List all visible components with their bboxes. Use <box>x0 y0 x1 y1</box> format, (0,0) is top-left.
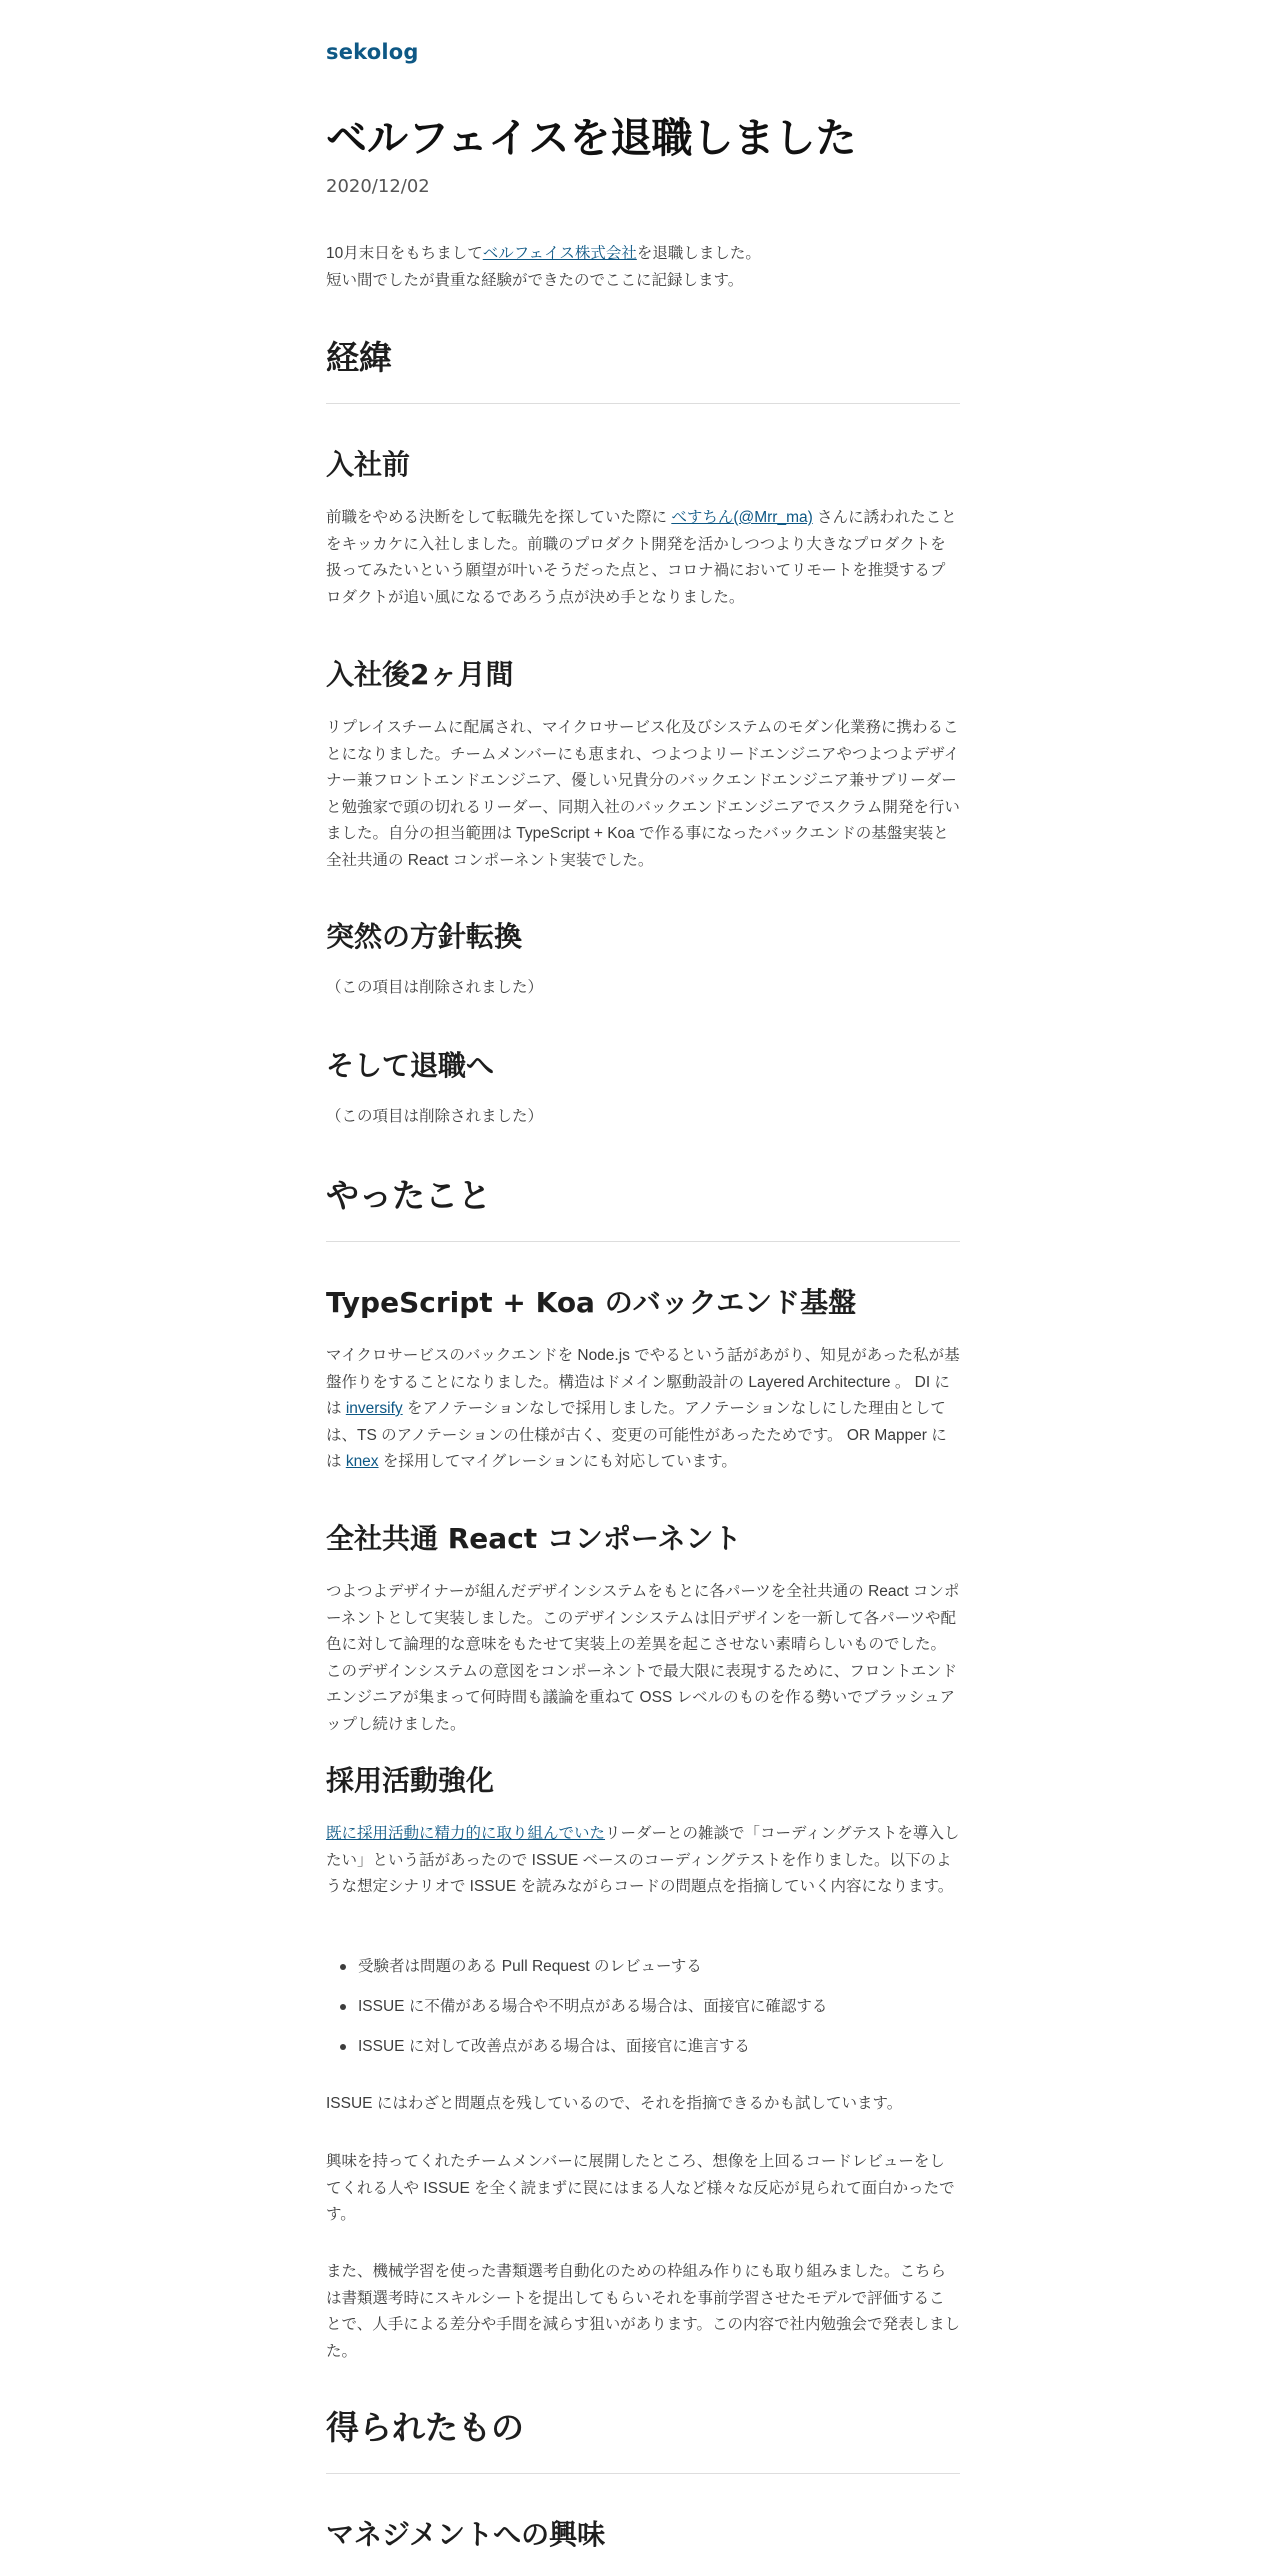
inversify-link[interactable]: inversify <box>345 1400 403 1417</box>
recruiting-scenario-list <box>326 1954 960 2074</box>
react-paragraph: つよつよデザイナーが組んだデザインシステムをもとに各パーツを全社共通の React コンポーネントとして実装しました。このデザインシステムは旧デザインを一新して各パーツや配色に対して論理的な意味をもたせて実装上の差異を起こさせない素晴らしいものでした。このデザインシステムの意図をコンポーネントで最大限に表現するために、フロントエンドエンジニアが集まって何時間も議論を重ねて OSS レベルのものを作る勢いでブラッシュアップし続けました。 <box>326 1583 960 1733</box>
list-item: 受験者は問題のある Pull Request のレビューする <box>326 1954 960 1994</box>
policy-change-paragraph: （この項目は削除されました） <box>326 979 544 996</box>
section-divider <box>326 2473 960 2474</box>
resignation-paragraph: （この項目は削除されました） <box>326 1108 544 1125</box>
subheading-react: 全社共通 React コンポーネント <box>326 1522 742 1555</box>
knex-link[interactable]: knex <box>345 1453 379 1470</box>
subheading-management: マネジメントへの興味 <box>326 2518 606 2551</box>
intro-line-2: 短い間でしたが貴重な経験ができたのでここに記録します。 <box>326 271 744 289</box>
subheading-resignation: そして退職へ <box>326 1049 495 1082</box>
section-divider <box>326 403 960 404</box>
before-joining-paragraph: 前職をやめる決断をして転職先を探していた際に べすちん(@Mrr_ma) さんに誘われたことをキッカケに入社しました。前職のプロダクト開発を活かしつつより大きなプロダクトを扱ってみたいという願望が叶いそうだった点と、コロナ禍においてリモートを推奨するプロダクトが追い風になるであろう点が決め手となりました。 <box>326 509 957 606</box>
recruiting-link[interactable]: 既に採用活動に精力的に取り組んでいた <box>326 1825 606 1842</box>
post-title: ベルフェイスを退職しました <box>326 114 857 162</box>
list-item: ISSUE に不備がある場合や不明点がある場合は、面接官に確認する <box>326 1994 960 2034</box>
subheading-policy-change: 突然の方針転換 <box>326 920 523 953</box>
company-link[interactable]: ベルフェイス株式会社 <box>482 245 637 262</box>
recruiting-paragraph-3: 興味を持ってくれたチームメンバーに展開したところ、想像を上回るコードレビューをしてくれる人や ISSUE を全く読まずに罠にはまる人など様々な反応が見られて面白かったです。 <box>326 2153 955 2223</box>
after-two-months-paragraph: リプレイスチームに配属され、マイクロサービス化及びシステムのモダン化業務に携わることになりました。チームメンバーにも恵まれ、つよつよリードエンジニアやつよつよデザイナー兼フロントエンドエンジニア、優しい兄貴分のバックエンドエンジニア兼サブリーダーと勉強家で頭の切れるリーダー、同期入社のバックエンドエンジニアでスクラム開発を行いました。自分の担当範囲は TypeScript + Koa で作る事になったバックエンドの基盤実装と全社共通の React コンポーネント実装でした。 <box>326 719 960 869</box>
besuchin-link[interactable]: べすちん(@Mrr_ma) <box>671 509 813 526</box>
section-divider <box>326 1241 960 1242</box>
list-item: ISSUE に対して改善点がある場合は、面接官に進言する <box>326 2034 960 2074</box>
section-heading-done: やったこと <box>326 1176 491 1215</box>
subheading-backend: TypeScript + Koa のバックエンド基盤 <box>326 1286 857 1319</box>
subheading-before-joining: 入社前 <box>326 448 411 481</box>
subheading-after-two-months: 入社後2ヶ月間 <box>326 658 514 691</box>
site-title-link[interactable]: sekolog <box>326 40 419 64</box>
section-heading-gained: 得られたもの <box>326 2408 524 2447</box>
backend-paragraph: マイクロサービスのバックエンドを Node.js でやるという話があがり、知見があった私が基盤作りをすることになりました。構造はドメイン駆動設計の Layered Architecture 。 DI には inversify をアノテーションなしで採用しました。アノテーションなしにした理由としては、TS のアノテーションの仕様が古く、変更の可能性があったためです。 OR Mapper には knex を採用してマイグレーションにも対応しています。 <box>326 1347 960 1470</box>
intro-paragraph <box>326 241 960 294</box>
recruiting-paragraph-2: ISSUE にはわざと問題点を残しているので、それを指摘できるかも試しています。 <box>326 2095 903 2112</box>
section-heading-keii: 経緯 <box>326 338 392 377</box>
subheading-recruiting: 採用活動強化 <box>326 1764 495 1797</box>
post-date: 2020/12/02 <box>326 176 430 197</box>
recruiting-paragraph: 既に採用活動に精力的に取り組んでいたリーダーとの雑談で「コーディングテストを導入したい」という話があったので ISSUE ベースのコーディングテストを作りました。以下のような想定シナリオで ISSUE を読みながらコードの問題点を指摘していく内容になります。 <box>326 1825 960 1895</box>
intro-line-1: 10月末日をもちましてベルフェイス株式会社を退職しました。 <box>326 245 761 262</box>
recruiting-paragraph-4: また、機械学習を使った書類選考自動化のための枠組み作りにも取り組みました。こちらは書類選考時にスキルシートを提出してもらいそれを事前学習させたモデルで評価することで、人手による差分や手間を減らす狙いがあります。この内容で社内勉強会で発表しました。 <box>326 2263 960 2360</box>
